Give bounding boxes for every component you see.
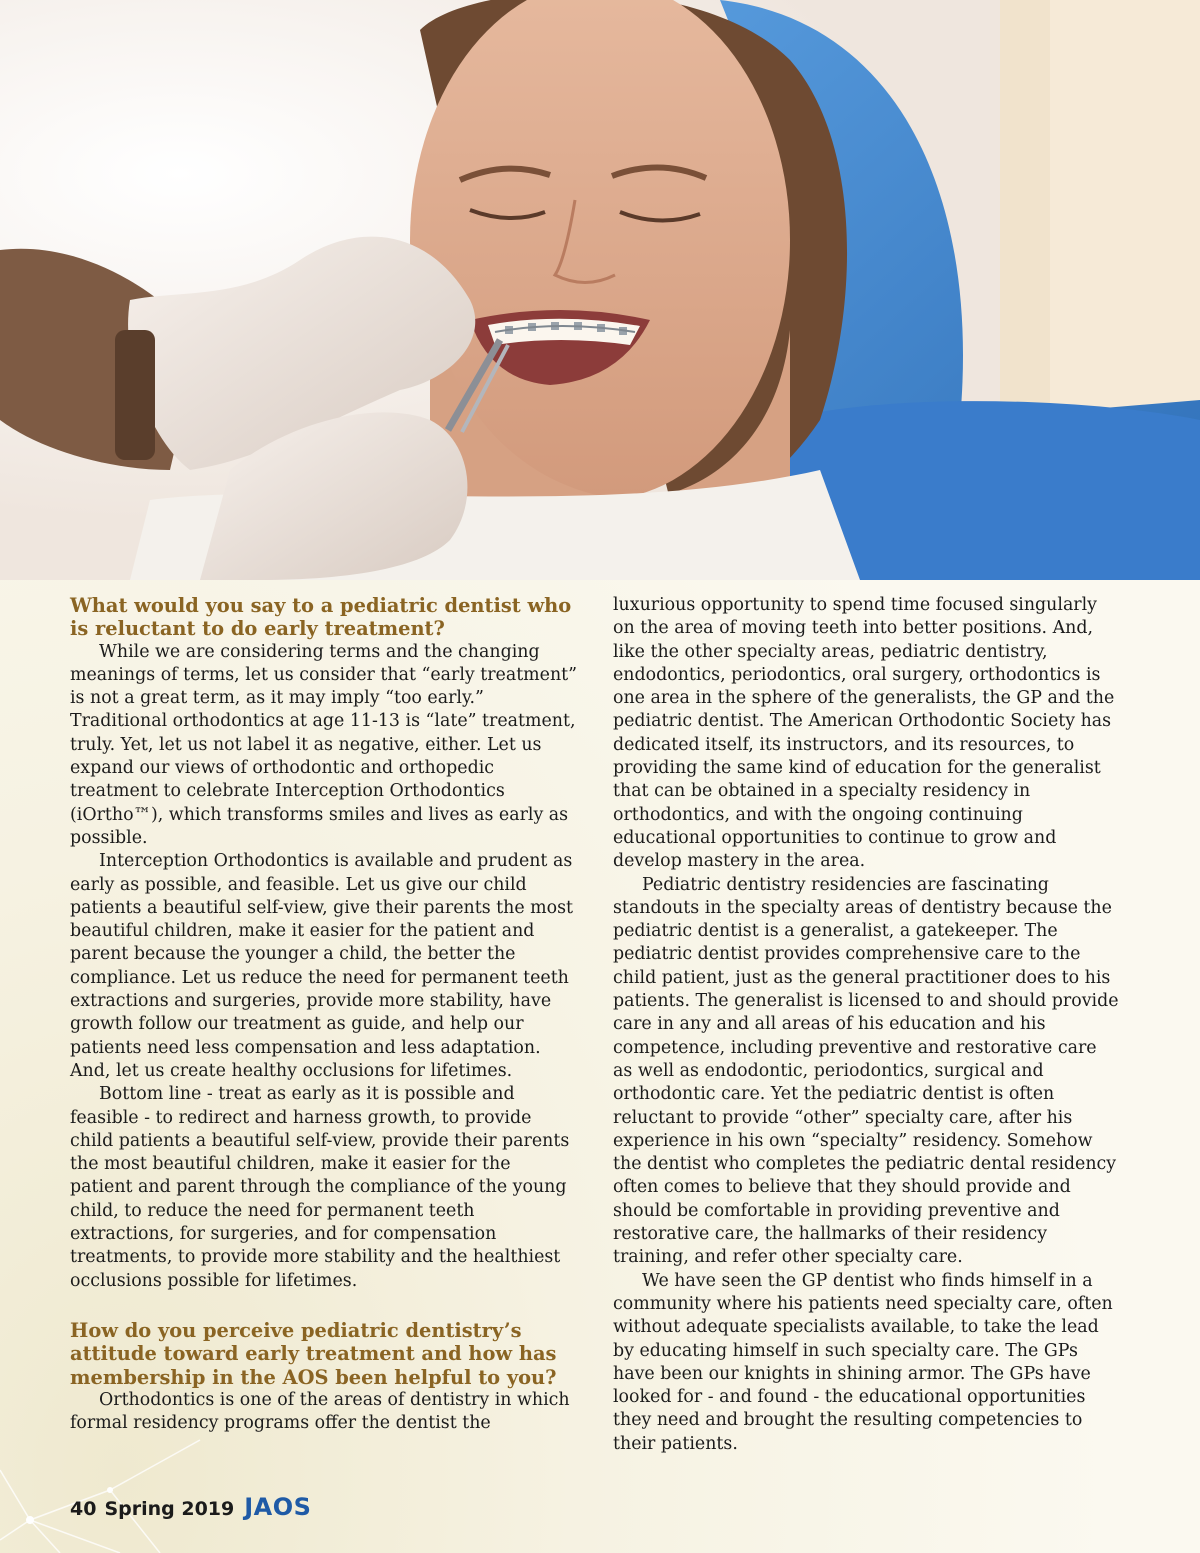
left-column: [70, 594, 578, 1435]
page-footer: [70, 1493, 311, 1521]
paragraph: Pediatric dentistry residencies are fascinating standouts in the specialty areas of dentistry because the pediatric dentist is a generalist, a gatekeeper. The pediatric dentist provides comprehensive care to the child patient, just as the general practitioner does to his patients. The generalist is licensed to and should provide care in any and all areas of his education and his competence, including preventive and restorative care as well as endodontic, periodontics, surgical and orthodontic care. Yet the pediatric dentist is often reluctant to provide “other” specialty care, after his experience in his own “specialty” residency. Somehow the dentist who completes the pediatric dental residency often comes to believe that they should provide and should be comfortable in providing preventive and restorative care, the hallmarks of their residency training, and refer other specialty care.: [613, 874, 1119, 1268]
paragraph: We have seen the GP dentist who finds himself in a community where his patients need specialty care, often without adequate specialists available, to take the lead by educating himself in such specialty care. The GPs have been our knights in shining armor. The GPs have looked for - and found - the educational opportunities they need and brought the resulting competencies to their patients.: [613, 1270, 1113, 1454]
paragraph: Bottom line - treat as early as it is possible and feasible - to redirect and harness growth, to provide child patients a beautiful self-view, provide their parents the most beautiful children, make it easier for the patient and parent through the compliance of the young child, to reduce the need for permanent teeth extractions, for surgeries, and for compensation treatments, to provide more stability and the healthiest occlusions possible for lifetimes.: [70, 1084, 570, 1291]
question-heading-1: What would you say to a pediatric dentist who is reluctant to do early treatment?: [70, 594, 572, 641]
paragraph: While we are considering terms and the changing meanings of terms, let us consider that “early treatment” is not a great term, as it may imply “too early.” Traditional orthodontics at age 11-13 is “late” treatment, truly. Yet, let us not label it as negative, either. Let us expand our views of orthodontic and orthopedic treatment to celebrate Interception Orthodontics (iOrtho™), which transforms smiles and lives as early as possible.: [70, 641, 578, 848]
orthodontic-patient-photo: [0, 0, 1200, 580]
issue-label: Spring 2019: [104, 1498, 235, 1520]
page-number: 40: [70, 1498, 97, 1520]
decorative-burst-icon: [0, 1380, 300, 1553]
right-column: [613, 594, 1121, 1456]
paragraph: Orthodontics is one of the areas of dentistry in which formal residency programs offer the dentist the: [70, 1389, 570, 1434]
paragraph: Interception Orthodontics is available and prudent as early as possible, and feasible. Let us give our child patients a beautiful self-view, give their parents the most beautiful children, make it easier for the patient and parent because the younger a child, the better the compliance. Let us reduce the need for permanent teeth extractions and surgeries, provide more stability, have growth follow our treatment as guide, and help our patients need less compensation and less adaptation. And, let us create healthy occlusions for lifetimes.: [70, 851, 574, 1081]
question-heading-2: How do you perceive pediatric dentistry’s attitude toward early treatment and how has membership in the AOS been helpful to you?: [70, 1318, 557, 1389]
journal-logo: JAOS: [244, 1493, 312, 1521]
paragraph: luxurious opportunity to spend time focused singularly on the area of moving teeth into better positions. And, like the other specialty areas, pediatric dentistry, endodontics, periodontics, oral surgery, orthodontics is one area in the sphere of the generalists, the GP and the pediatric dentist. The American Orthodontic Society has dedicated itself, its instructors, and its resources, to providing the same kind of education for the generalist that can be obtained in a specialty residency in orthodontics, and with the ongoing continuing educational opportunities to continue to grow and develop mastery in the area.: [613, 595, 1115, 872]
